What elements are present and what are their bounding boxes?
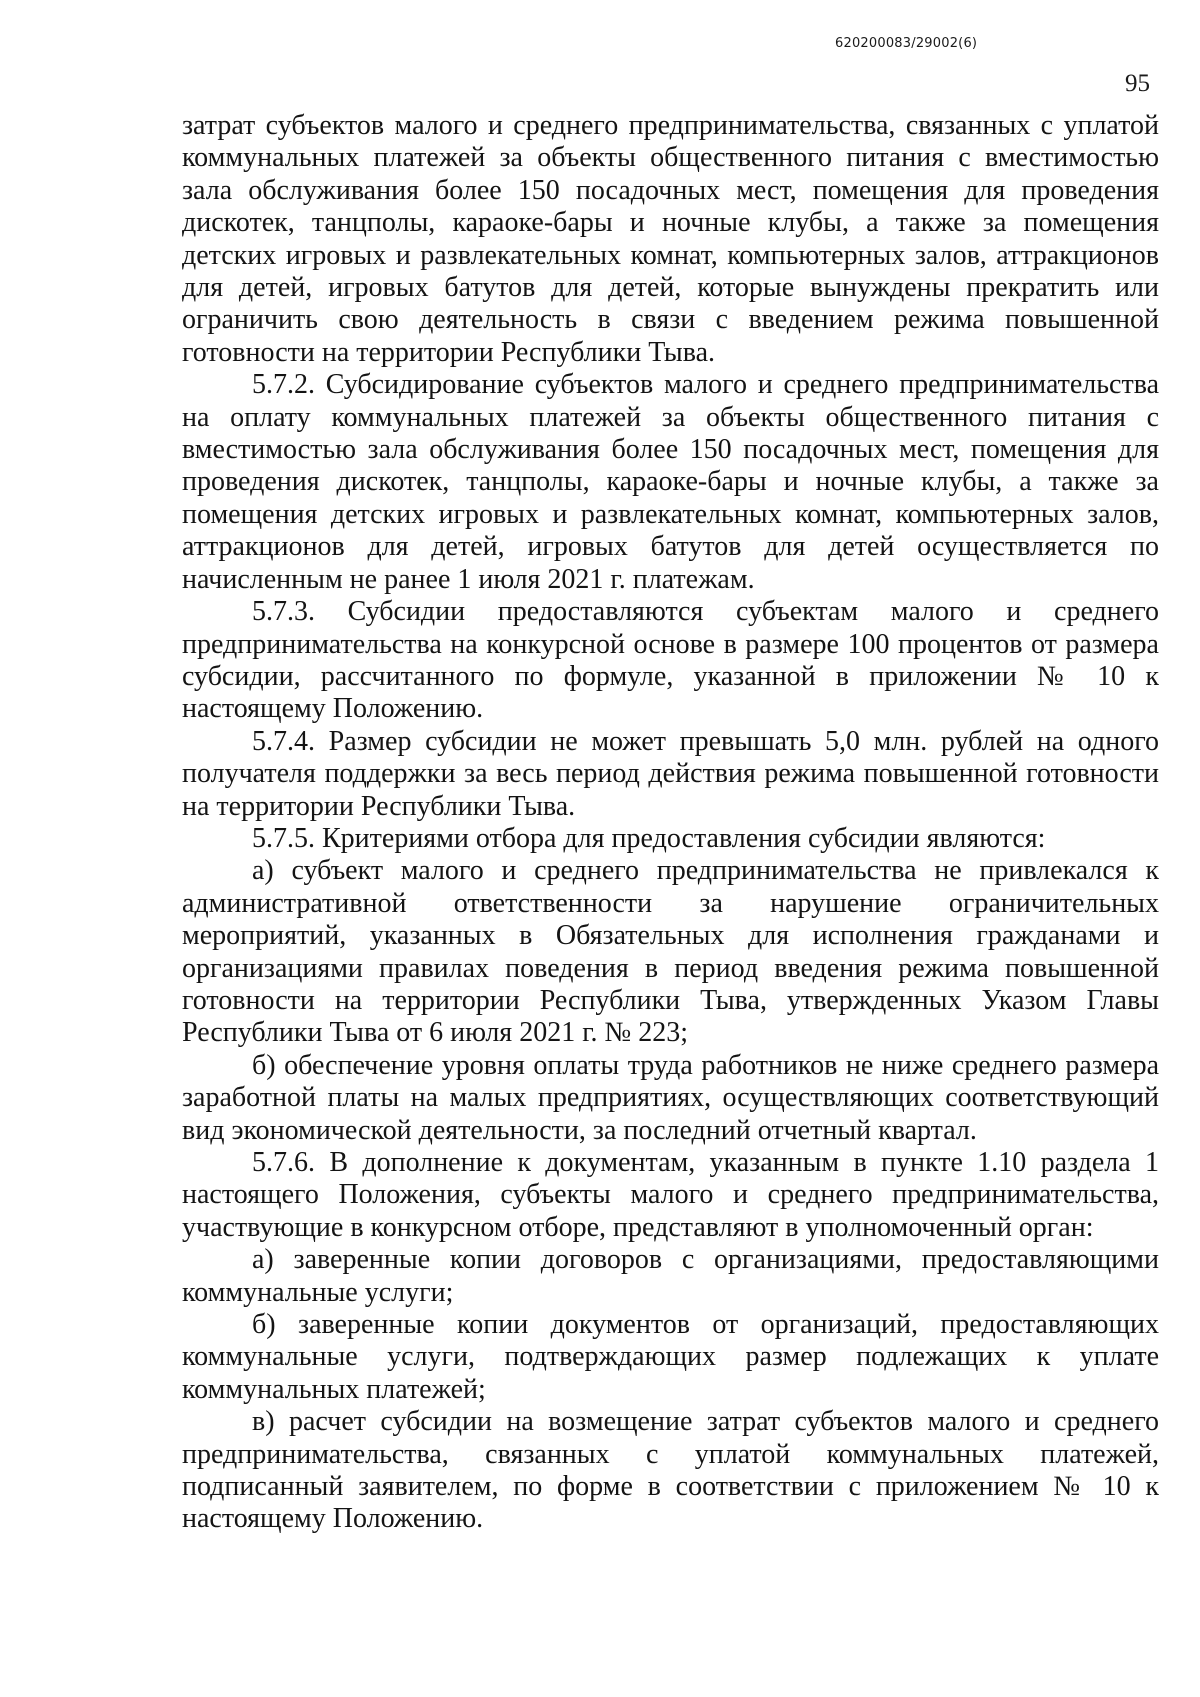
- paragraph-5-7-2: 5.7.2. Субсидирование субъектов малого и среднего предпринимательства на оплату коммунальных платежей за объекты общественного питания с вместимостью зала обслуживания более 150 посадочных мест, помещения для проведения дискотек, танцполы, караоке-бары и ночные клубы, а также за помещения детских игровых и развлекательных комнат, компьютерных залов, аттракционов для детей, игровых батутов для детей осуществляется по начисленным не ранее 1 июля 2021 г. платежам.: [182, 369, 1159, 595]
- page-number: 95: [1125, 70, 1150, 97]
- document-item-a: а) заверенные копии договоров с организациями, предоставляющими коммунальные услуги;: [182, 1244, 1159, 1308]
- criterion-a: а) субъект малого и среднего предпринимательства не привлекался к административной ответственности за нарушение ограничительных мероприятий, указанных в Обязательных для исполнения гражданами и организациями правилах поведения в период введения режима повышенной готовности на территории Республики Тыва, утвержденных Указом Главы Республики Тыва от 6 июля 2021 г. № 223;: [182, 855, 1159, 1049]
- paragraph-5-7-5: 5.7.5. Критериями отбора для предоставления субсидии являются:: [252, 822, 1046, 854]
- document-item-b: б) заверенные копии документов от организаций, предоставляющих коммунальные услуги, подтверждающих размер подлежащих к уплате коммунальных платежей;: [182, 1309, 1159, 1405]
- document-body: [182, 110, 1159, 1536]
- paragraph-5-7-6: 5.7.6. В дополнение к документам, указанным в пункте 1.10 раздела 1 настоящего Положения, субъекты малого и среднего предпринимательства, участвующие в конкурсном отборе, представляют в уполномоченный орган:: [182, 1147, 1159, 1243]
- paragraph-5-7-4: 5.7.4. Размер субсидии не может превышать 5,0 млн. рублей на одного получателя поддержки за весь период действия режима повышенной готовности на территории Республики Тыва.: [182, 725, 1159, 822]
- paragraph-continuation: затрат субъектов малого и среднего предпринимательства, связанных с уплатой коммунальных платежей за объекты общественного питания с вместимостью зала обслуживания более 150 посадочных мест, помещения для проведения дискотек, танцполы, караоке-бары и ночные клубы, а также за помещения детских игровых и развлекательных комнат, компьютерных залов, аттракционов для детей, игровых батутов для детей, которые вынуждены прекратить или ограничить свою деятельность в связи с введением режима повышенной готовности на территории Республики Тыва.: [182, 110, 1159, 368]
- paragraph-5-7-3: 5.7.3. Субсидии предоставляются субъектам малого и среднего предпринимательства на конкурсной основе в размере 100 процентов от размера субсидии, рассчитанного по формуле, указанной в приложении № 10 к настоящему Положению.: [182, 596, 1159, 725]
- document-id: 620200083/29002(6): [835, 36, 978, 51]
- criterion-b: б) обеспечение уровня оплаты труда работников не ниже среднего размера заработной платы на малых предприятиях, осуществляющих соответствующий вид экономической деятельности, за последний отчетный квартал.: [182, 1049, 1159, 1146]
- document-item-c: в) расчет субсидии на возмещение затрат субъектов малого и среднего предпринимательства, связанных с уплатой коммунальных платежей, подписанный заявителем, по форме в соответствии с приложением № 10 к настоящему Положению.: [182, 1406, 1159, 1535]
